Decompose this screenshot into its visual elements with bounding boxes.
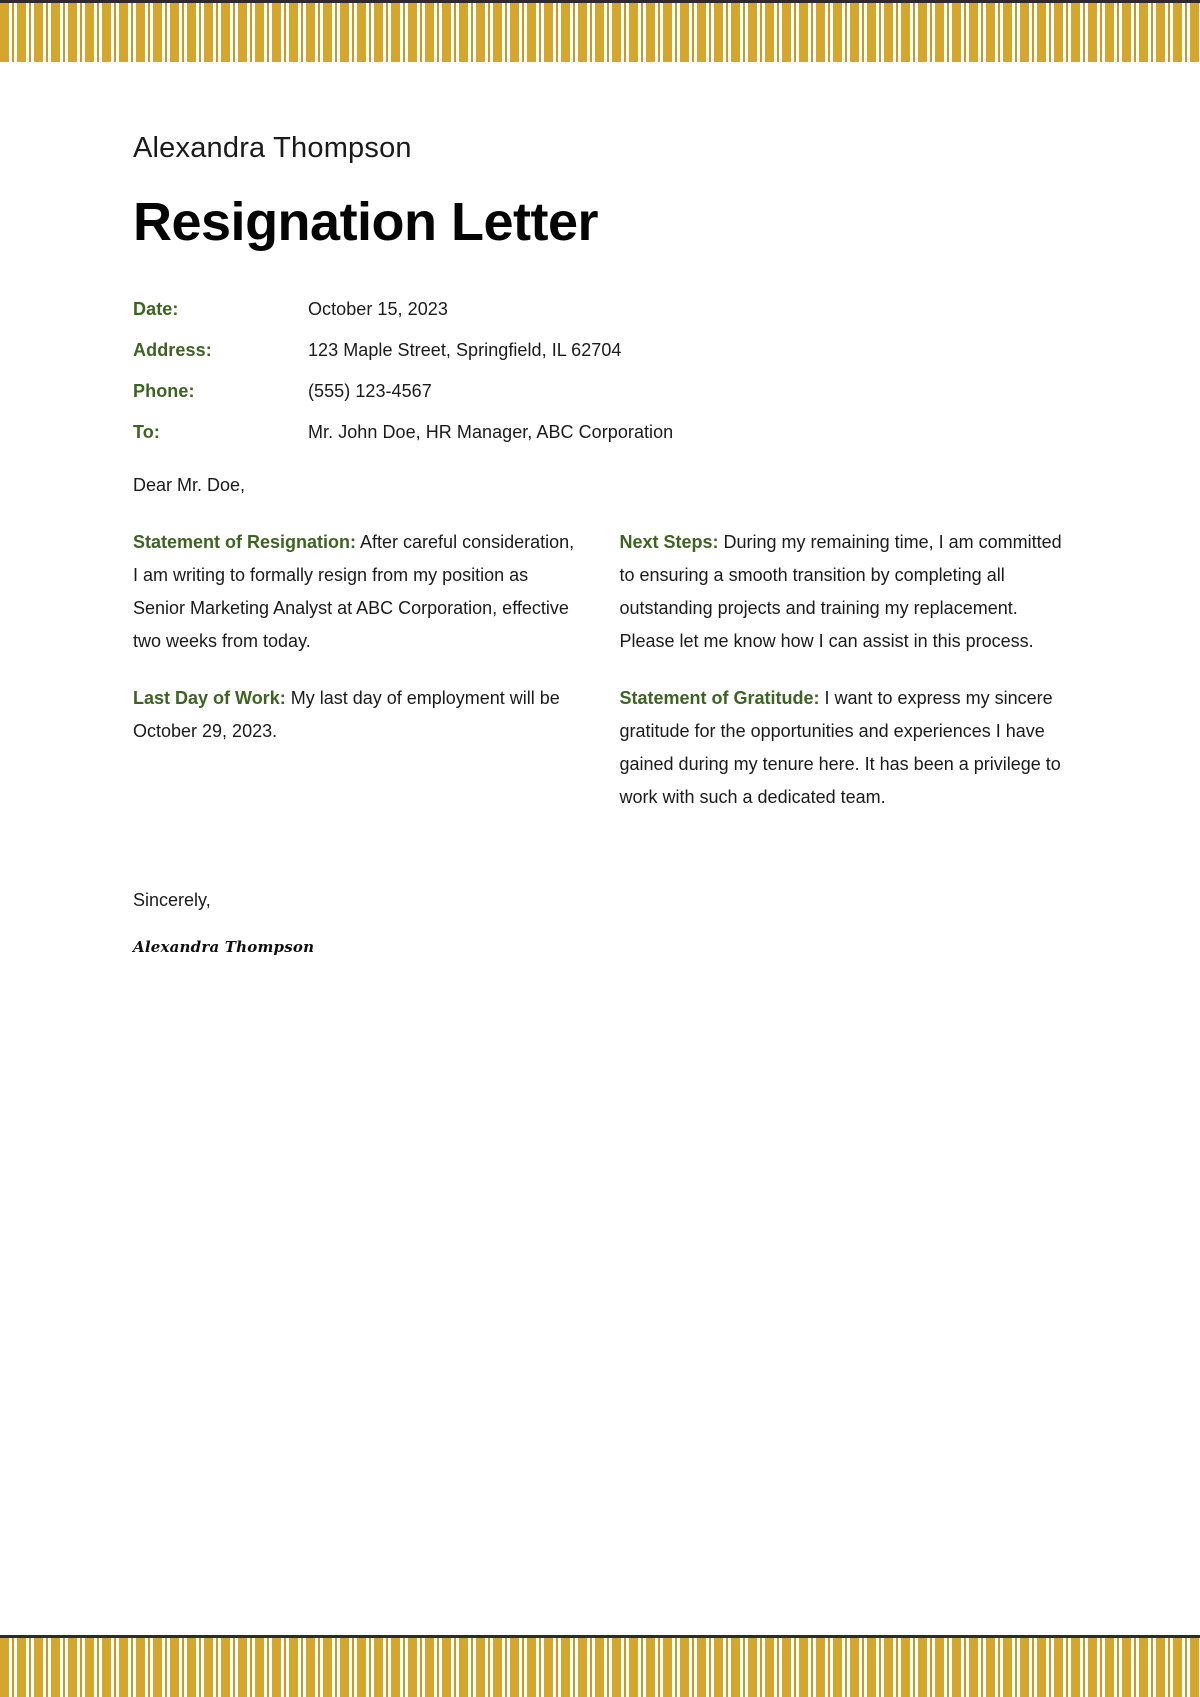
letter-metadata-list bbox=[133, 299, 1067, 443]
body-right-column bbox=[620, 526, 1068, 838]
metadata-row-phone bbox=[133, 381, 1067, 402]
top-band-edge-line bbox=[0, 0, 1200, 3]
metadata-value-date: October 15, 2023 bbox=[308, 299, 448, 320]
paragraph-statement-of-gratitude bbox=[620, 682, 1068, 814]
page-spacer bbox=[0, 1296, 1200, 1635]
metadata-row-date bbox=[133, 299, 1067, 320]
paragraph-text-statement-of-resignation: After careful consideration, I am writing to formally resign from my position as Senior Marketing Analyst at ABC Corporation, effective two weeks from today. bbox=[133, 532, 575, 652]
letter-body bbox=[133, 526, 1067, 838]
metadata-value-phone: (555) 123-4567 bbox=[308, 381, 432, 402]
salutation: Dear Mr. Doe, bbox=[133, 475, 246, 496]
paragraph-text-last-day-of-work: My last day of employment will be October 29, 2023. bbox=[133, 688, 560, 742]
top-decorative-stripe-band bbox=[0, 0, 1200, 62]
paragraph-label-next-steps: Next Steps: bbox=[619, 532, 719, 553]
metadata-row-address bbox=[133, 340, 1067, 361]
metadata-row-to bbox=[133, 422, 1067, 443]
paragraph-last-day-of-work bbox=[133, 682, 581, 748]
page-title: Resignation Letter bbox=[133, 192, 599, 252]
metadata-value-to: Mr. John Doe, HR Manager, ABC Corporation bbox=[308, 422, 674, 443]
bottom-decorative-stripe-band bbox=[0, 1635, 1200, 1697]
sender-name: Alexandra Thompson bbox=[133, 132, 412, 164]
closing-block bbox=[133, 890, 1067, 956]
metadata-label-to: To: bbox=[133, 422, 160, 443]
paragraph-next-steps bbox=[620, 526, 1068, 658]
letter-content bbox=[0, 62, 1200, 1296]
paragraph-label-statement-of-resignation: Statement of Resignation: bbox=[133, 532, 357, 553]
metadata-label-phone: Phone: bbox=[133, 381, 195, 402]
paragraph-label-last-day-of-work: Last Day of Work: bbox=[133, 688, 286, 709]
paragraph-text-next-steps: During my remaining time, I am committed to ensuring a smooth transition by completing all outstanding projects and training my replacement. Please let me know how I can assist in this process. bbox=[619, 532, 1062, 652]
paragraph-statement-of-resignation bbox=[133, 526, 581, 658]
bottom-band-edge-line bbox=[0, 1635, 1200, 1638]
metadata-label-address: Address: bbox=[133, 340, 212, 361]
signature: Alexandra Thompson bbox=[133, 938, 315, 957]
paragraph-label-statement-of-gratitude: Statement of Gratitude: bbox=[619, 688, 820, 709]
closing-salutation: Sincerely, bbox=[133, 890, 211, 911]
metadata-value-address: 123 Maple Street, Springfield, IL 62704 bbox=[308, 340, 622, 361]
body-left-column bbox=[133, 526, 581, 772]
paragraph-text-statement-of-gratitude: I want to express my sincere gratitude for the opportunities and experiences I have gained during my tenure here. It has been a privilege to work with such a dedicated team. bbox=[619, 688, 1061, 808]
metadata-label-date: Date: bbox=[133, 299, 179, 320]
